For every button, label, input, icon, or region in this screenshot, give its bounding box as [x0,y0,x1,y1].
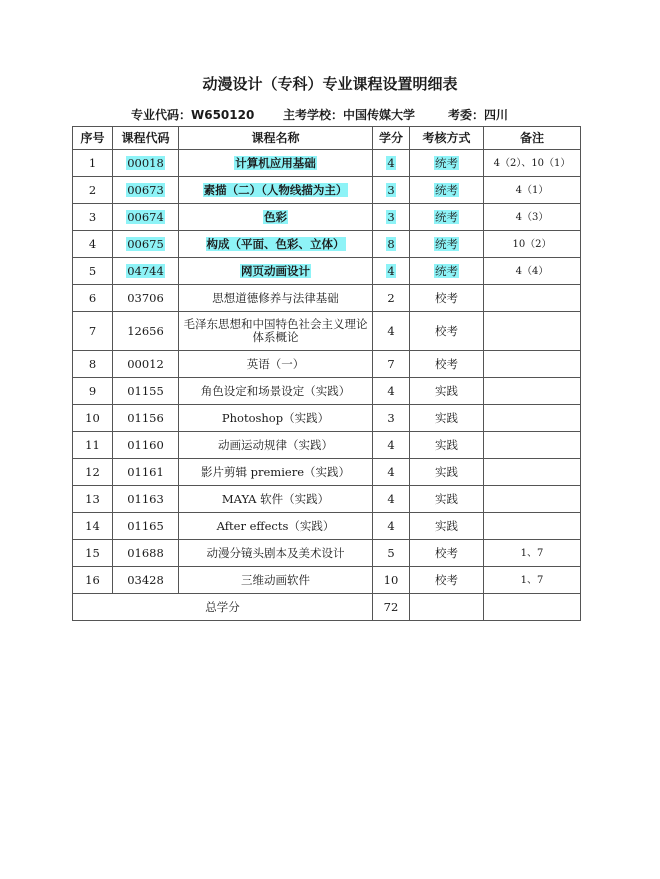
total-label: 总学分 [73,594,373,621]
course-code: 00675 [127,236,164,251]
course-name-cell [179,312,373,351]
course-code-cell [113,513,179,540]
row-number-cell [73,285,113,312]
course-name: 动画运动规律（实践） [218,437,333,452]
header-code: 课程代码 [113,127,179,150]
row-number: 14 [85,518,100,533]
row-number-cell [73,567,113,594]
row-number: 5 [88,263,97,278]
course-code-cell [113,486,179,513]
course-code-cell [113,405,179,432]
course-credit: 7 [387,356,395,371]
course-note: 1、7 [520,574,544,586]
row-number-cell [73,486,113,513]
exam-method-cell [410,405,484,432]
course-name-cell [179,432,373,459]
exam-method: 实践 [435,410,458,425]
table-row [73,177,581,204]
course-credit: 4 [387,518,395,533]
course-note: 4（3） [515,211,549,223]
course-credit: 4 [387,323,395,338]
exam-method: 统考 [435,155,458,170]
row-number-cell [73,459,113,486]
course-credit-cell [373,231,410,258]
row-number-cell [73,258,113,285]
course-credit-cell [373,285,410,312]
course-code-cell [113,432,179,459]
course-credit: 4 [387,491,395,506]
course-code: 01165 [127,518,164,533]
course-name-cell [179,204,373,231]
course-name-cell [179,150,373,177]
course-credit: 3 [387,182,395,197]
row-number: 7 [88,323,97,338]
exam-method: 实践 [435,464,458,479]
row-number-cell [73,378,113,405]
meta-line [0,106,660,124]
course-credit-cell [373,486,410,513]
total-row [73,594,581,621]
course-note-cell [484,204,581,231]
row-number-cell [73,405,113,432]
row-number-cell [73,432,113,459]
course-credit: 2 [387,290,395,305]
exam-method: 实践 [435,491,458,506]
course-name: 色彩 [264,209,287,224]
exam-method-cell [410,150,484,177]
header-name: 课程名称 [179,127,373,150]
course-code: 01688 [127,545,164,560]
course-name-cell [179,378,373,405]
row-number-cell [73,312,113,351]
course-note-cell [484,459,581,486]
course-code: 01161 [127,464,164,479]
exam-method-cell [410,432,484,459]
exam-method: 统考 [435,236,458,251]
row-number-cell [73,204,113,231]
course-name: 素描（二）（人物线描为主） [203,182,348,197]
course-name: 构成（平面、色彩、立体） [206,236,345,251]
course-code: 12656 [127,323,164,338]
course-name: 英语（一） [246,356,305,371]
course-name-cell [179,405,373,432]
major-code: 专业代码：W650120 [131,108,255,122]
course-note-cell [484,258,581,285]
course-credit-cell [373,432,410,459]
exam-method-cell [410,285,484,312]
course-note-cell [484,540,581,567]
table-row [73,459,581,486]
course-note-cell [484,150,581,177]
course-code-cell [113,567,179,594]
course-code-cell [113,312,179,351]
row-number: 9 [88,383,97,398]
table-row [73,351,581,378]
course-credit-cell [373,540,410,567]
table-row [73,405,581,432]
course-credit: 4 [387,383,395,398]
course-note-cell [484,177,581,204]
course-code: 01163 [127,491,164,506]
row-number: 1 [88,155,97,170]
course-credit: 5 [387,545,395,560]
course-name: Photoshop（实践） [221,410,330,425]
exam-method-cell [410,513,484,540]
table-row [73,312,581,351]
exam-method-cell [410,312,484,351]
table-header-row [73,127,581,150]
course-credit: 10 [383,572,399,587]
exam-method-cell [410,231,484,258]
course-credit-cell [373,177,410,204]
exam-method-cell [410,459,484,486]
course-code: 00674 [127,209,164,224]
page-title: 动漫设计（专科）专业课程设置明细表 [202,75,458,93]
course-code-cell [113,378,179,405]
row-number: 13 [85,491,100,506]
exam-method: 校考 [435,356,458,371]
header-no: 序号 [73,127,113,150]
course-note: 1、7 [520,547,544,559]
exam-method: 实践 [435,383,458,398]
course-code: 03428 [127,572,164,587]
table-row [73,567,581,594]
exam-method: 校考 [435,572,458,587]
course-code: 01155 [127,383,164,398]
course-name-cell [179,486,373,513]
course-code: 00018 [127,155,164,170]
table-row [73,150,581,177]
course-credit-cell [373,405,410,432]
exam-method-cell [410,258,484,285]
exam-method-cell [410,378,484,405]
table-row [73,258,581,285]
course-name: 计算机应用基础 [235,155,316,170]
row-number: 6 [88,290,97,305]
exam-method: 统考 [435,182,458,197]
course-code-cell [113,150,179,177]
course-note-cell [484,567,581,594]
table-row [73,285,581,312]
row-number-cell [73,150,113,177]
course-name-cell [179,258,373,285]
row-number-cell [73,540,113,567]
course-name-cell [179,567,373,594]
course-credit-cell [373,459,410,486]
course-name: After effects（实践） [216,518,335,533]
course-credit: 3 [387,209,395,224]
exam-method-cell [410,567,484,594]
course-note-cell [484,486,581,513]
course-code-cell [113,351,179,378]
exam-method: 校考 [435,323,458,338]
course-note-cell [484,285,581,312]
course-note-cell [484,312,581,351]
table-row [73,432,581,459]
row-number-cell [73,513,113,540]
table-row [73,513,581,540]
course-credit-cell [373,204,410,231]
row-number: 8 [88,356,97,371]
course-name: 三维动画软件 [241,572,310,587]
course-name-cell [179,540,373,567]
course-note-cell [484,513,581,540]
row-number: 4 [88,236,97,251]
course-credit: 3 [387,410,395,425]
total-credit: 72 [373,594,410,621]
total-exam-empty [410,594,484,621]
course-note-cell [484,405,581,432]
course-code: 01156 [127,410,164,425]
course-code-cell [113,285,179,312]
exam-method: 统考 [435,263,458,278]
course-credit-cell [373,312,410,351]
course-code-cell [113,231,179,258]
row-number: 16 [85,572,100,587]
exam-method: 统考 [435,209,458,224]
row-number-cell [73,177,113,204]
header-credit: 学分 [373,127,410,150]
table-row [73,540,581,567]
exam-method-cell [410,486,484,513]
table-row [73,204,581,231]
exam-method-cell [410,204,484,231]
course-code: 03706 [127,290,164,305]
exam-method-cell [410,351,484,378]
course-name-cell [179,231,373,258]
table-row [73,231,581,258]
exam-method-cell [410,177,484,204]
course-credit-cell [373,351,410,378]
course-credit: 4 [387,437,395,452]
table-body [73,150,581,594]
table-row [73,486,581,513]
course-code: 00673 [127,182,164,197]
course-note-cell [484,432,581,459]
course-table [72,126,581,621]
course-code-cell [113,177,179,204]
course-name-cell [179,513,373,540]
course-name: 网页动画设计 [241,263,310,278]
exam-method: 实践 [435,437,458,452]
course-credit-cell [373,150,410,177]
course-name-cell [179,177,373,204]
row-number: 12 [85,464,100,479]
course-code: 04744 [127,263,164,278]
course-name: MAYA 软件（实践） [221,491,330,506]
exam-committee: 考委：四川 [448,108,509,122]
row-number-cell [73,231,113,258]
course-name: 毛泽东思想和中国特色社会主义理论体系概论 [183,317,368,344]
course-note-cell [484,351,581,378]
exam-method-cell [410,540,484,567]
course-note: 4（2）、10（1） [493,157,571,169]
course-name: 动漫分镜头剧本及美术设计 [206,545,345,560]
header-exam: 考核方式 [410,127,484,150]
course-code: 00012 [127,356,164,371]
course-name: 角色设定和场景设定（实践） [200,383,351,398]
course-name-cell [179,285,373,312]
course-code-cell [113,258,179,285]
course-credit: 4 [387,263,395,278]
course-credit-cell [373,258,410,285]
course-name: 影片剪辑 premiere（实践） [200,464,350,479]
course-credit-cell [373,378,410,405]
exam-school: 主考学校：中国传媒大学 [283,108,416,122]
course-name-cell [179,351,373,378]
table-row [73,378,581,405]
course-name-cell [179,459,373,486]
course-note-cell [484,231,581,258]
row-number: 3 [88,209,97,224]
course-note: 10（2） [512,238,552,250]
course-credit: 4 [387,464,395,479]
row-number: 10 [85,410,100,425]
row-number: 11 [85,437,100,452]
row-number: 15 [85,545,100,560]
course-code-cell [113,459,179,486]
course-credit-cell [373,513,410,540]
course-credit: 4 [387,155,395,170]
course-credit: 8 [387,236,395,251]
course-code-cell [113,204,179,231]
course-code-cell [113,540,179,567]
exam-method: 校考 [435,290,458,305]
course-note: 4（4） [515,265,549,277]
course-name: 思想道德修养与法律基础 [212,290,339,305]
exam-method: 实践 [435,518,458,533]
course-note-cell [484,378,581,405]
row-number-cell [73,351,113,378]
course-code: 01160 [127,437,164,452]
total-note-empty [484,594,581,621]
exam-method: 校考 [435,545,458,560]
course-credit-cell [373,567,410,594]
course-note: 4（1） [515,184,549,196]
row-number: 2 [88,182,97,197]
header-note: 备注 [484,127,581,150]
